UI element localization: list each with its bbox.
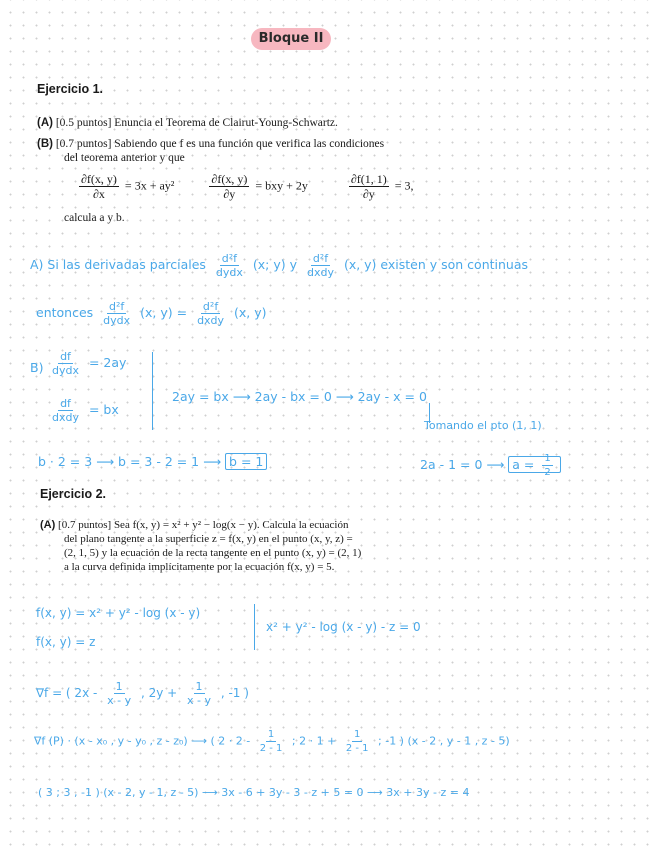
part-b-text-2: del teorema anterior y que [64,152,185,164]
exercise-1-ask: calcula a y b. [64,212,125,224]
eq2-rhs: = bxy + 2y [255,178,308,193]
exercise-2-part-a: (A) [0.7 puntos] Sea f(x, y) = x² + y² − log(x − y). Calcula la ecuación del plano tangente a la superficie z = f(x, y) en el punto (x, y, z) = (2, 1, 5) y la ecuación de la recta tangente en el punto (x, y) = (2, 1) a la curva definida implícitamente por la ecuación f(x, y) = 5. [40,519,362,573]
hw-b-result-box: b = 1 [225,453,267,470]
exercise-1-equations [76,172,414,201]
hw-frac-l2-1: $\frac{\text{d²f}}{\text{dydx}}$ [103,300,131,327]
eq3-rhs: = 3, [394,178,414,193]
eq1-fraction: $\frac{\partial f(x, y)}{\partial x}$ [81,172,117,201]
page-title-badge: Bloque II [251,28,331,50]
hw2-tangent-plane: ∇f (P) · (x - x₀ , y - y₀ , z - z₀) ⟶ ( 2 · 2 - $\frac{1}{2 - 1}$ ; 2 · 1 + $\frac{1}{2 - 1}$ ; -1 ) (x - 2 , y - 1 , z - 5) [34,729,510,754]
hw2-surface-eq: x² + y² - log (x - y) - z = 0 [266,620,421,634]
ex2-part-a-label: (A) [40,519,56,531]
hw-frac-d2f-dydx: $\frac{\text{d²f}}{\text{dydx}}$ [215,252,243,279]
hw2-final-plane: ( 3 ; 3 , -1 ) (x - 2, y - 1, z - 5) ⟶ 3x - 6 + 3y - 3 - z + 5 = 0 ⟶ 3x + 3y - z = 4 [38,786,470,799]
hw-b-result: b · 2 = 3 ⟶ b = 3 - 2 = 1 ⟶ b = 1 [38,454,267,469]
hw-answer-b-eq1: $\frac{df}{\text{dydx}}$ = 2ay [52,350,127,377]
hw-answer-b-chain: 2ay = bx ⟶ 2ay - bx = 0 ⟶ 2ay - x = 0 [172,389,427,404]
hw-frac-d2f-dxdy: $\frac{\text{d²f}}{\text{dxdy}}$ [306,252,334,279]
eq1-rhs: = 3x + ay² [124,178,175,193]
hw2-system-2: f(x, y) = z [36,635,96,649]
eq3-fraction: $\frac{\partial f(1, 1)}{\partial y}$ [350,172,387,201]
hw-answer-b-label: B) [30,360,44,375]
hw2-system-1: f(x, y) = x² + y² - log (x - y) [36,606,201,620]
hw-a-result-box: a = $\frac{1}{2}$ [508,456,560,473]
hw-bracket-1 [148,352,153,430]
part-b-text-1: [0.7 puntos] Sabiendo que f es una función que verifica las condiciones [55,138,385,150]
part-a-label: (A) [37,117,53,129]
hw-tomando-punto: Tomando el pto (1, 1) [424,419,542,432]
eq2-fraction: $\frac{\partial f(x, y)}{\partial y}$ [211,172,248,201]
hw-answer-b-eq2: $\frac{df}{\text{dxdy}}$ = bx [52,397,119,424]
hw-answer-a-line-1: A) Si las derivadas parciales $\frac{\text{d²f}}{\text{dydx}}$ (x; y) y $\frac{\text{d²f}}{\text{dxdy}}$ (x, y) existen y son continuas [30,252,529,279]
hw-frac-l2-2: $\frac{\text{d²f}}{\text{dxdy}}$ [197,300,225,327]
hw-answer-a-line-2: entonces $\frac{\text{d²f}}{\text{dydx}}$ (x, y) = $\frac{\text{d²f}}{\text{dxdy}}$ (x, y) [36,300,267,327]
exercise-2-title: Ejercicio 2. [40,487,107,501]
hw2-bracket [250,604,255,650]
hw2-gradient: ∇f = ( 2x - $\frac{1}{x - y}$ , 2y + $\frac{1}{x - y}$ , -1 ) [36,680,249,707]
part-a-text: [0.5 puntos] Enuncia el Teorema de Clairut-Young-Schwartz. [55,117,338,129]
exercise-1-part-b [37,137,467,165]
part-b-label: (B) [37,138,53,150]
exercise-1-part-a [37,116,437,130]
exercise-1-title: Ejercicio 1. [37,82,104,96]
hw-a-result: 2a - 1 = 0 ⟶ a = $\frac{1}{2}$ [420,452,561,479]
